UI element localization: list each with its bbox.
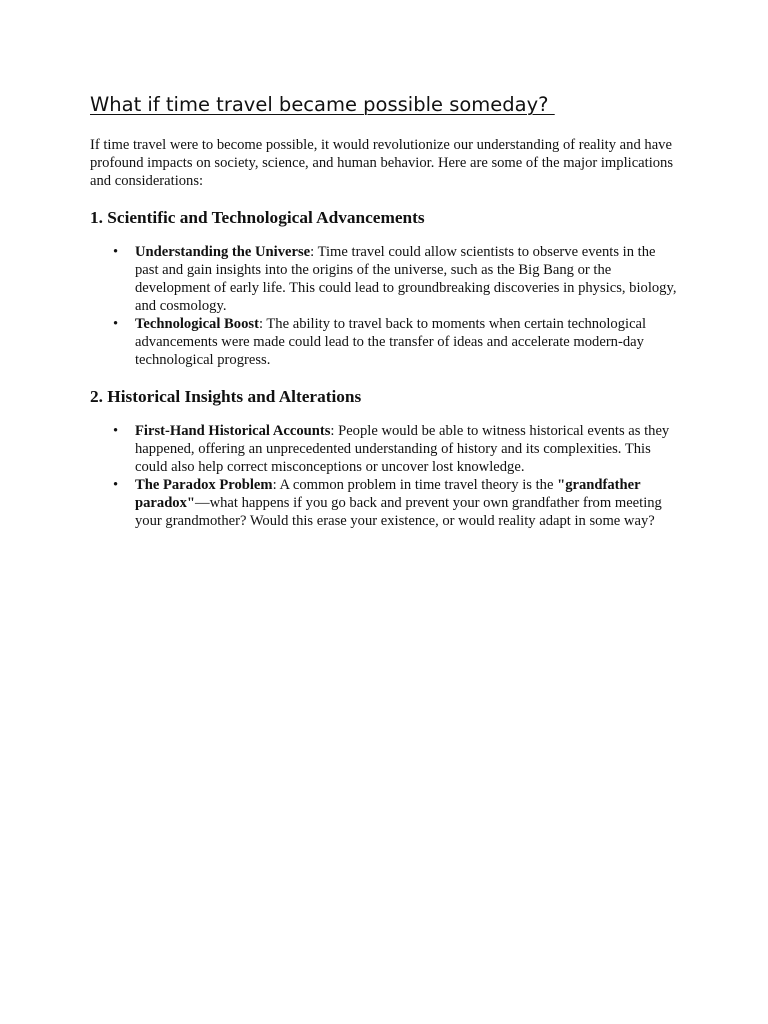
item-text: : Time travel could allow scientists to observe events in the past and gain insights into the origins of the universe, such as the Big Bang or the development of early life. This could lead to groundbreaking discoveries in physics, biology, and cosmology. xyxy=(135,244,677,314)
item-text: : The ability to travel back to moments when certain technological advancements were made could lead to the transfer of ideas and accelerate modern-day technological progress. xyxy=(135,316,647,368)
section-heading-scientific: 1. Scientific and Technological Advancements xyxy=(90,208,425,227)
list-item xyxy=(113,422,680,476)
item-text: —what happens if you go back and prevent your own grandfather from meeting your grandmother? Would this erase your existence, or would reality adapt in some way? xyxy=(135,495,662,529)
intro-paragraph: If time travel were to become possible, it would revolutionize our understanding of reality and have profound impacts on society, science, and human behavior. Here are some of the major implications and considerations: xyxy=(90,137,674,189)
item-text: : A common problem in time travel theory is the xyxy=(272,477,558,493)
list-item xyxy=(113,476,680,530)
document-title: What if time travel became possible someday? xyxy=(90,93,555,116)
bullet-icon: • xyxy=(113,477,119,493)
item-term: Understanding the Universe xyxy=(135,244,311,260)
section-heading-historical: 2. Historical Insights and Alterations xyxy=(90,387,362,406)
bullet-icon: • xyxy=(113,244,119,260)
item-text: : People would be able to witness historical events as they happened, offering an unprecedented understanding of history and its complexities. This could also help correct misconceptions or uncover lost knowledge. xyxy=(135,423,670,475)
item-emphasis: "grandfather paradox" xyxy=(135,477,641,511)
bullet-icon: • xyxy=(113,316,119,332)
bullet-list-historical xyxy=(90,422,680,530)
bullet-list-scientific xyxy=(90,243,680,369)
document-page xyxy=(90,92,680,547)
item-term: First-Hand Historical Accounts xyxy=(135,423,331,439)
item-term: The Paradox Problem xyxy=(135,477,273,493)
list-item xyxy=(113,315,680,369)
bullet-icon: • xyxy=(113,423,119,439)
list-item xyxy=(113,243,680,315)
item-term: Technological Boost xyxy=(135,316,259,332)
